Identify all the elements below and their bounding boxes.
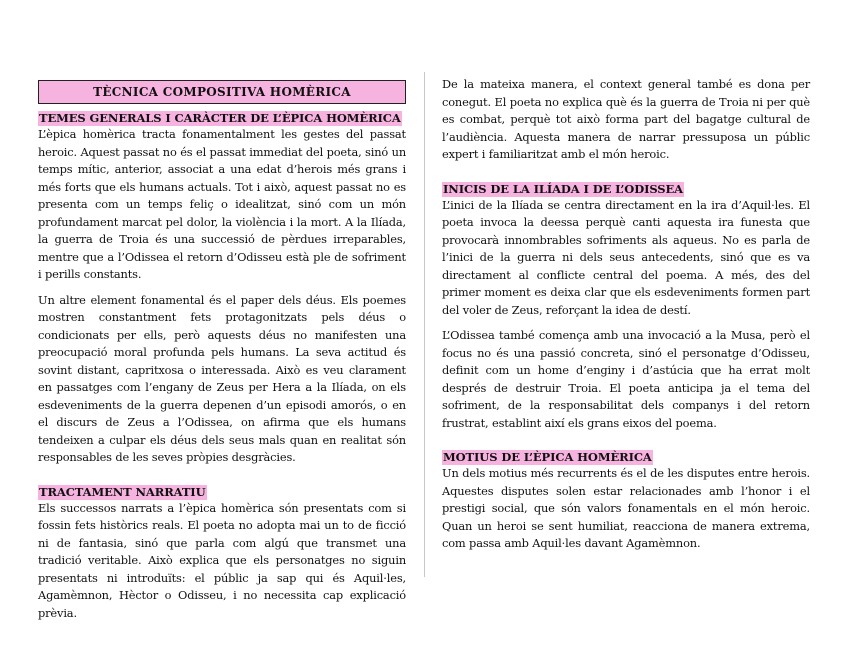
paragraph: Els successos narrats a l’èpica homèrica són presentats com si fossin fets històrics reals. El poeta no adopta mai un to de ficció ni de fantasia, sinó que parla com algú que transmet una tradició veritable. Això explica que els personatges no siguin presentats ni introduïts: el públic ja sap qui és Aquil·les, Agamèmnon, Hèctor o Odisseu, i no necessita cap explicació prèvia. xyxy=(38,500,406,620)
paragraph: Un dels motius més recurrents és el de les disputes entre herois. Aquestes disputes solen estar relacionades amb l’honor i el prestigi social, que són valors fonamentals en el món heroic. Quan un heroi se sent humiliat, reacciona de manera extrema, com passa amb Aquil·les davant Agamèmnon. xyxy=(442,466,810,550)
left-column xyxy=(38,80,406,622)
right-column xyxy=(442,76,810,553)
section-heading-motius: MOTIUS DE L’ÈPICA HOMÈRICA xyxy=(443,450,652,464)
section-heading-temes-generals: TEMES GENERALS I CARÀCTER DE L’ÈPICA HOMÈRICA xyxy=(39,111,401,125)
paragraph: Un altre element fonamental és el paper dels déus. Els poemes mostren constantment fets protagonitzats pels déus o condicionats per ells, però aquests déus no manifesten una preocupació moral profunda pels humans. La seva actitud és sovint distant, capritxosa o interessada. Això es veu clarament en passatges com l’engany de Zeus per Hera a la Ilíada, on els esdeveniments de la guerra depenen d’un episodi amorós, o en el discurs de Zeus a l’Odissea, on afirma que els humans tendeixen a culpar els déus dels seus mals quan en realitat són responsables de les seves pròpies desgràcies. xyxy=(38,292,406,464)
paragraph: L’inici de la Ilíada se centra directament en la ira d’Aquil·les. El poeta invoca la deessa perquè canti aquesta ira funesta que provocarà innombrables sofriments als aqueus. No es parla de l’inici de la guerra ni dels seus antecedents, sinó que es va directament al conflicte central del poema. A més, des del primer moment es deixa clar que els esdeveniments formen part del voler de Zeus, reforçant la idea de destí. xyxy=(442,197,810,317)
section-heading-tractament-narratiu: TRACTAMENT NARRATIU xyxy=(39,484,206,499)
document-title: TÈCNICA COMPOSITIVA HOMÈRICA xyxy=(38,80,406,104)
paragraph: L’èpica homèrica tracta fonamentalment les gestes del passat heroic. Aquest passat no és el passat immediat del poeta, sinó un temps mític, anterior, associat a una edat d’herois més grans i més forts que els humans actuals. Tot i això, aquest passat no es presenta com un temps feliç o idealitzat, sinó com un món profundament marcat pel dolor, la violència i la mort. A la Ilíada, la guerra de Troia és una successió de pèrdues irreparables, mentre que a l’Odissea el retorn d’Odisseu està ple de sofriment i perills constants. xyxy=(38,127,406,281)
paragraph: De la mateixa manera, el context general també es dona per conegut. El poeta no explica què és la guerra de Troia ni per què es combat, perquè tot això forma part del bagatge cultural de l’audiència. Aquesta manera de narrar pressuposa un públic expert i familiaritzat amb el món heroic. xyxy=(442,77,810,161)
section-heading-inicis: INICIS DE LA ILÍADA I DE L’ODISSEA xyxy=(443,181,684,196)
column-divider xyxy=(424,72,425,577)
paragraph: L’Odissea també comença amb una invocació a la Musa, però el focus no és una passió concreta, sinó el personatge d’Odisseu, definit com un home d’enginy i d’astúcia que ha errat molt després de destruir Troia. El poeta anticipa ja el tema del sofriment, de la responsabilitat dels companys i del retorn frustrat, establint així els grans eixos del poema. xyxy=(442,328,810,430)
